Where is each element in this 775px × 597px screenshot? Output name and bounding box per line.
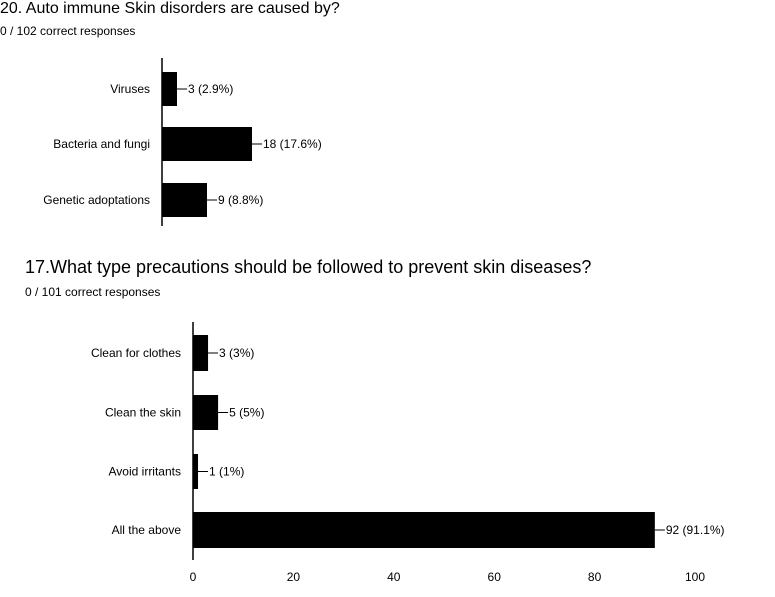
category-label: Bacteria and fungi	[53, 137, 150, 151]
bar	[162, 127, 252, 161]
data-label: 9 (8.8%)	[218, 193, 264, 207]
category-label: Clean the skin	[104, 405, 181, 420]
data-label: 18 (17.6%)	[263, 137, 322, 151]
category-label: Viruses	[110, 82, 150, 96]
data-label: 5 (5%)	[229, 405, 265, 420]
x-tick-label: 80	[587, 570, 602, 584]
bar	[193, 335, 208, 371]
category-label: Avoid irritants	[108, 464, 181, 479]
x-tick-label: 40	[387, 570, 401, 584]
data-label: 3 (3%)	[219, 346, 255, 360]
bar	[193, 395, 218, 430]
category-label: Genetic adoptations	[43, 193, 150, 207]
chart1-subtitle: 0 / 102 correct responses	[0, 24, 136, 38]
bar	[193, 512, 655, 548]
data-label: 3 (2.9%)	[188, 82, 234, 96]
chart2-plot	[91, 322, 725, 584]
bar	[193, 454, 198, 489]
chart2-title: 17.What type precautions should be followed to prevent skin diseases?	[25, 257, 592, 277]
chart1-title: 20. Auto immune Skin disorders are caused by?	[0, 0, 340, 17]
x-tick-label: 20	[286, 570, 301, 584]
data-label: 92 (91.1%)	[665, 523, 725, 537]
x-tick-label: 60	[487, 570, 501, 584]
chart1-plot	[43, 58, 321, 226]
data-label: 1 (1%)	[209, 464, 245, 479]
chart2-subtitle: 0 / 101 correct responses	[25, 285, 161, 299]
bar	[162, 72, 177, 106]
category-label: Clean for clothes	[90, 346, 181, 360]
bar	[162, 183, 207, 217]
x-tick-label: 0	[189, 570, 197, 584]
x-tick-label: 100	[684, 570, 706, 584]
category-label: All the above	[111, 523, 181, 537]
